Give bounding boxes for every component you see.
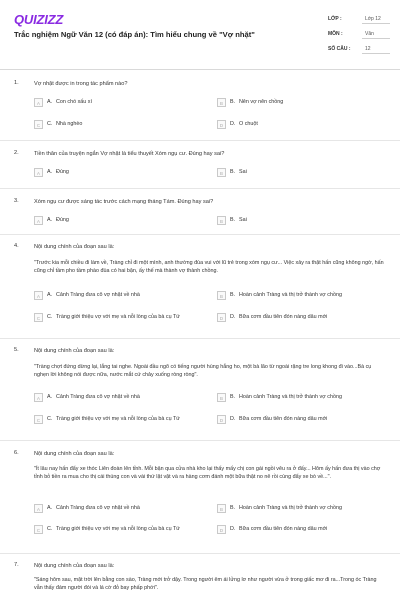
option-letter: A.	[47, 394, 53, 400]
option-box[interactable]: A	[34, 216, 43, 225]
option-letter: B.	[230, 394, 236, 400]
question-number: 3.	[14, 198, 19, 204]
option-text: Sai	[239, 217, 247, 223]
quizizz-logo: QUIZIZZ	[14, 12, 64, 27]
question-separator	[0, 440, 400, 441]
option-letter: B.	[230, 99, 236, 105]
option-box[interactable]: B	[217, 291, 226, 300]
option-letter: B.	[230, 505, 236, 511]
question-number: 5.	[14, 347, 19, 353]
option-box[interactable]: B	[217, 168, 226, 177]
meta-subject	[328, 29, 390, 39]
question-separator	[0, 553, 400, 554]
option-box[interactable]: B	[217, 504, 226, 513]
option-box[interactable]: D	[217, 313, 226, 322]
option-text: Con chó xấu xí	[56, 99, 92, 105]
option-box[interactable]: D	[217, 120, 226, 129]
question-text: Tiền thân của truyện ngắn Vợ nhặt là tiểu thuyết Xóm ngụ cư. Đúng hay sai?	[34, 151, 225, 157]
worksheet-title: Trắc nghiệm Ngữ Văn 12 (có đáp án): Tìm hiểu chung về "Vợ nhặt"	[14, 30, 255, 39]
option-letter: D.	[230, 416, 236, 422]
question-text: Vợ nhặt được in trong tác phẩm nào?	[34, 81, 128, 87]
option-box[interactable]: B	[217, 393, 226, 402]
option-text: Nên vợ nên chồng	[239, 99, 284, 105]
option-text: Cảnh Tràng đưa cô vợ nhặt về nhà	[56, 394, 140, 400]
option-letter: D.	[230, 314, 236, 320]
option-letter: D.	[230, 526, 236, 532]
option-text: Hoàn cảnh Tràng và thị trở thành vợ chồng	[239, 292, 342, 298]
option-letter: B.	[230, 292, 236, 298]
option-text: Tràng giới thiệu vợ với mẹ và nỗi lòng của bà cụ Tứ	[56, 314, 180, 320]
option-text: Bữa cơm đầu tiên đón nàng dâu mới	[239, 314, 328, 320]
header-divider	[0, 69, 400, 70]
question-text: Nội dung chính của đoạn sau là:	[34, 348, 115, 354]
option-letter: A.	[47, 99, 53, 105]
option-text: Cảnh Tràng đưa cô vợ nhặt về nhà	[56, 292, 140, 298]
meta-count	[328, 44, 390, 54]
option-text: Hoàn cảnh Tràng và thị trở thành vợ chồng	[239, 394, 342, 400]
worksheet-header	[0, 0, 400, 68]
option-box[interactable]: A	[34, 98, 43, 107]
question-text: Xóm ngụ cư được sáng tác trước cách mạng tháng Tám. Đúng hay sai?	[34, 199, 214, 205]
question-passage: "Sáng hôm sau, mặt trời lên bằng con sào, Tràng mới trở dậy. Trong người êm ái lửng lơ như người vừa ở trong giấc mơ đi ra...Trong óc Tràng vẫn thấy đám người đói và lá cờ đỏ bay phấp phới".	[34, 577, 377, 591]
option-box[interactable]: B	[217, 216, 226, 225]
option-box[interactable]: D	[217, 415, 226, 424]
option-text: Sai	[239, 169, 247, 175]
option-letter: A.	[47, 292, 53, 298]
option-letter: C.	[47, 526, 53, 532]
option-letter: D.	[230, 121, 236, 127]
option-text: O chuột	[239, 121, 258, 127]
option-text: Đúng	[56, 169, 69, 175]
option-box[interactable]: C	[34, 415, 43, 424]
option-box[interactable]: A	[34, 393, 43, 402]
question-number: 7.	[14, 562, 19, 568]
question-separator	[0, 140, 400, 141]
meta-label: SỐ CÂU :	[328, 46, 351, 52]
question-passage: "Tràng chợt đứng dừng lại, lắng tai nghe. Ngoài đầu ngõ có tiếng người hùng hắng ho, một bà lão từ ngoài rặng tre long khong đi vào...Bà cụ nghẹn lời không nói được nữa, nước mắt cứ chảy xuống ròng ròng".	[34, 364, 372, 378]
option-text: Cảnh Tràng đưa cô vợ nhặt về nhà	[56, 505, 140, 511]
meta-label: LỚP :	[328, 16, 342, 22]
option-text: Tràng giới thiệu vợ với mẹ và nỗi lòng của bà cụ Tứ	[56, 416, 180, 422]
option-box[interactable]: B	[217, 98, 226, 107]
option-text: Hoàn cảnh Tràng và thị trở thành vợ chồng	[239, 505, 342, 511]
option-letter: A.	[47, 217, 53, 223]
question-number: 6.	[14, 450, 19, 456]
option-text: Bữa cơm đầu tiên đón nàng dâu mới	[239, 526, 328, 532]
question-text: Nội dung chính của đoạn sau là:	[34, 244, 115, 250]
option-box[interactable]: C	[34, 525, 43, 534]
meta-value: Văn	[362, 29, 390, 39]
meta-label: MÔN :	[328, 31, 343, 37]
option-letter: C.	[47, 121, 53, 127]
option-text: Bữa cơm đầu tiên đón nàng dâu mới	[239, 416, 328, 422]
option-box[interactable]: A	[34, 168, 43, 177]
option-letter: B.	[230, 169, 236, 175]
question-text: Nội dung chính của đoạn sau là:	[34, 451, 115, 457]
option-box[interactable]: C	[34, 313, 43, 322]
option-box[interactable]: C	[34, 120, 43, 129]
meta-value: 12	[362, 44, 390, 54]
option-text: Tràng giới thiệu vợ với mẹ và nỗi lòng của bà cụ Tứ	[56, 526, 180, 532]
option-letter: C.	[47, 314, 53, 320]
question-passage: "Ít lâu nay hấn đẩy xe thóc Liên đoàn lên tỉnh. Mỗi bận qua cửa nhà kho lại thấy mấy chị con gái ngồi vêu ra ở đấy... Hôm ấy hấn đưa thị vào chợ tỉnh bỏ tiền ra mua cho thị cái thúng con và vài thứ lặt vặt và ra hàng cơm đánh một bữa thật no nê rồi cùng đẩy xe bò về...".	[34, 466, 381, 480]
option-text: Đúng	[56, 217, 69, 223]
option-letter: B.	[230, 217, 236, 223]
question-separator	[0, 188, 400, 189]
option-box[interactable]: A	[34, 504, 43, 513]
question-number: 1.	[14, 80, 19, 86]
option-letter: A.	[47, 169, 53, 175]
question-number: 2.	[14, 150, 19, 156]
question-number: 4.	[14, 243, 19, 249]
option-box[interactable]: A	[34, 291, 43, 300]
question-passage: "Trước kia mỗi chiều đi làm về, Tràng chỉ đi một mình, anh thường đùa vui với lũ trẻ trong xóm ngụ cư... Việc xảy ra thật hấn cũng không ngờ, hấn cũng chỉ tầm pho tầm phào đùa có hai bận, ấy thế mà thành vợ thành chồng.	[34, 260, 384, 274]
option-letter: A.	[47, 505, 53, 511]
question-separator	[0, 338, 400, 339]
option-letter: C.	[47, 416, 53, 422]
option-box[interactable]: D	[217, 525, 226, 534]
question-separator	[0, 234, 400, 235]
meta-class	[328, 14, 390, 24]
meta-value: Lớp 12	[362, 14, 390, 24]
question-text: Nội dung chính của đoạn sau là:	[34, 563, 115, 569]
option-text: Nhà nghèo	[56, 121, 83, 127]
